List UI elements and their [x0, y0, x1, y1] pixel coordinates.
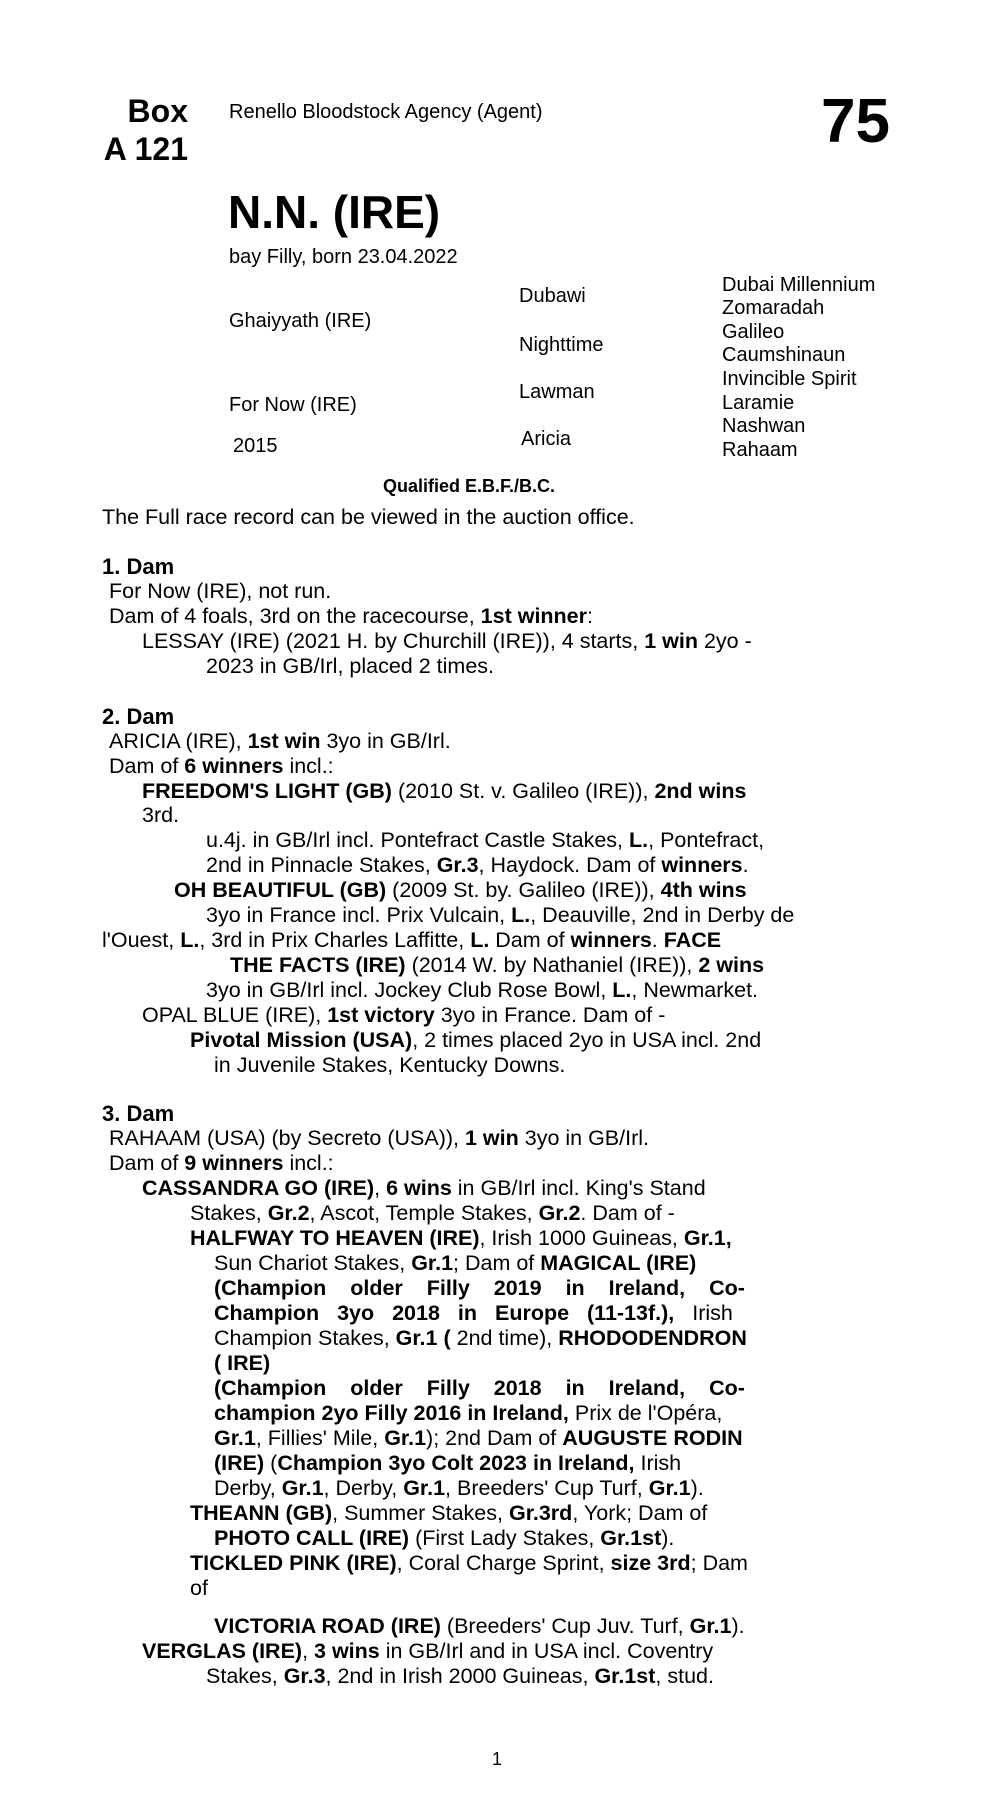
dam-3-line: (Champion older Filly 2018 in Ireland, Co- [214, 1376, 745, 1400]
race-record-note: The Full race record can be viewed in the auction office. [102, 505, 635, 529]
pedigree-gen2-3: Lawman [519, 381, 595, 403]
dam-3-line: TICKLED PINK (IRE), Coral Charge Sprint, size 3rd; Dam [190, 1551, 748, 1575]
dam-3-line: Stakes, Gr.2, Ascot, Temple Stakes, Gr.2. Dam of - [190, 1201, 675, 1225]
lot-number: 75 [821, 87, 890, 156]
dam-3-line: (IRE) (Champion 3yo Colt 2023 in Ireland, Irish [214, 1451, 682, 1475]
dam-2-heading: 2. Dam [102, 704, 175, 729]
horse-name: N.N. (IRE) [228, 186, 441, 238]
dam-2-line: OPAL BLUE (IRE), 1st victory 3yo in France. Dam of - [142, 1003, 666, 1027]
pedigree-gen3-3: Galileo [722, 321, 785, 343]
dam-2-line: OH BEAUTIFUL (GB) (2009 St. by. Galileo (IRE)), 4th wins [174, 878, 747, 902]
dam-1-heading: 1. Dam [102, 554, 175, 579]
dam-1-line: LESSAY (IRE) (2021 H. by Churchill (IRE)), 4 starts, 1 win 2yo - [142, 629, 752, 653]
dam-3-line: Gr.1, Fillies' Mile, Gr.1); 2nd Dam of AUGUSTE RODIN [214, 1426, 743, 1450]
dam-3-line: Sun Chariot Stakes, Gr.1; Dam of MAGICAL (IRE) [214, 1251, 697, 1275]
dam-3-line: VERGLAS (IRE), 3 wins in GB/Irl and in USA incl. Coventry [142, 1639, 714, 1663]
dam-2-line: 3yo in GB/Irl incl. Jockey Club Rose Bowl, L., Newmarket. [206, 978, 759, 1002]
dam-2-line: in Juvenile Stakes, Kentucky Downs. [214, 1053, 566, 1077]
pedigree-dam: For Now (IRE) [229, 394, 357, 416]
dam-2-line: 3yo in France incl. Prix Vulcain, L., Deauville, 2nd in Derby de [206, 903, 795, 927]
dam-2-line: Dam of 6 winners incl.: [109, 754, 334, 778]
dam-2-line: u.4j. in GB/Irl incl. Pontefract Castle Stakes, L., Pontefract, [206, 828, 765, 852]
dam-3-line: ( IRE) [214, 1351, 271, 1375]
pedigree-gen2-1: Dubawi [519, 285, 586, 307]
dam-1-line: For Now (IRE), not run. [109, 579, 332, 603]
qualified-note: Qualified E.B.F./B.C. [383, 476, 556, 496]
pedigree-gen3-6: Laramie [722, 392, 795, 414]
horse-description: bay Filly, born 23.04.2022 [229, 246, 458, 268]
dam-1-line: Dam of 4 foals, 3rd on the racecourse, 1st winner: [109, 604, 593, 628]
dam-3-line: Stakes, Gr.3, 2nd in Irish 2000 Guineas, Gr.1st, stud. [206, 1664, 714, 1688]
dam-3-line: VICTORIA ROAD (IRE) (Breeders' Cup Juv. Turf, Gr.1). [214, 1614, 745, 1638]
dam-2-line: THE FACTS (IRE) (2014 W. by Nathaniel (IRE)), 2 wins [230, 953, 765, 977]
dam-3-line: Dam of 9 winners incl.: [109, 1151, 334, 1175]
dam-2-line: 2nd in Pinnacle Stakes, Gr.3, Haydock. Dam of winners. [206, 853, 749, 877]
pedigree-gen3-1: Dubai Millennium [722, 274, 876, 296]
dam-3-line: champion 2yo Filly 2016 in Ireland, Prix de l'Opéra, [214, 1401, 723, 1425]
pedigree-gen3-5: Invincible Spirit [722, 368, 857, 390]
dam-2-line: l'Ouest, L., 3rd in Prix Charles Laffitte, L. Dam of winners. FACE [102, 928, 722, 952]
box-line-1: Box [127, 93, 188, 129]
box-label [88, 92, 188, 168]
pedigree-sire: Ghaiyyath (IRE) [229, 310, 372, 332]
dam-1-line: 2023 in GB/Irl, placed 2 times. [206, 654, 495, 678]
pedigree-gen2-2: Nighttime [519, 334, 604, 356]
pedigree-gen3-2: Zomaradah [722, 297, 825, 319]
pedigree-gen3-8: Rahaam [722, 439, 798, 461]
box-line-2: A 121 [103, 131, 188, 167]
dam-3-heading: 3. Dam [102, 1101, 175, 1126]
dam-3-line: of [190, 1576, 208, 1600]
pedigree-dam-year: 2015 [233, 435, 278, 457]
dam-2-line: FREEDOM'S LIGHT (GB) (2010 St. v. Galileo (IRE)), 2nd wins [142, 779, 747, 803]
dam-3-line: RAHAAM (USA) (by Secreto (USA)), 1 win 3yo in GB/Irl. [109, 1126, 650, 1150]
dam-2-line: Pivotal Mission (USA), 2 times placed 2yo in USA incl. 2nd [190, 1028, 762, 1052]
dam-3-line: (Champion older Filly 2019 in Ireland, Co- [214, 1276, 745, 1300]
dam-3-line: Champion Stakes, Gr.1 ( 2nd time), RHODODENDRON [214, 1326, 747, 1350]
pedigree-gen3-7: Nashwan [722, 415, 806, 437]
dam-3-line: PHOTO CALL (IRE) (First Lady Stakes, Gr.1st). [214, 1526, 675, 1550]
pedigree-gen2-4: Aricia [521, 428, 572, 450]
dam-3-line: HALFWAY TO HEAVEN (IRE), Irish 1000 Guineas, Gr.1, [190, 1226, 732, 1250]
agent-name: Renello Bloodstock Agency (Agent) [229, 101, 543, 123]
dam-2-line: 3rd. [142, 803, 180, 827]
dam-3-line: CASSANDRA GO (IRE), 6 wins in GB/Irl incl. King's Stand [142, 1176, 706, 1200]
pedigree-gen3-4: Caumshinaun [722, 344, 846, 366]
dam-3-line: Derby, Gr.1, Derby, Gr.1, Breeders' Cup Turf, Gr.1). [214, 1476, 704, 1500]
page-number: 1 [492, 1749, 503, 1769]
dam-2-line: ARICIA (IRE), 1st win 3yo in GB/Irl. [109, 729, 451, 753]
dam-3-line: Champion 3yo 2018 in Europe (11-13f.), Irish [214, 1301, 733, 1325]
dam-3-line: THEANN (GB), Summer Stakes, Gr.3rd, York; Dam of [190, 1501, 708, 1525]
